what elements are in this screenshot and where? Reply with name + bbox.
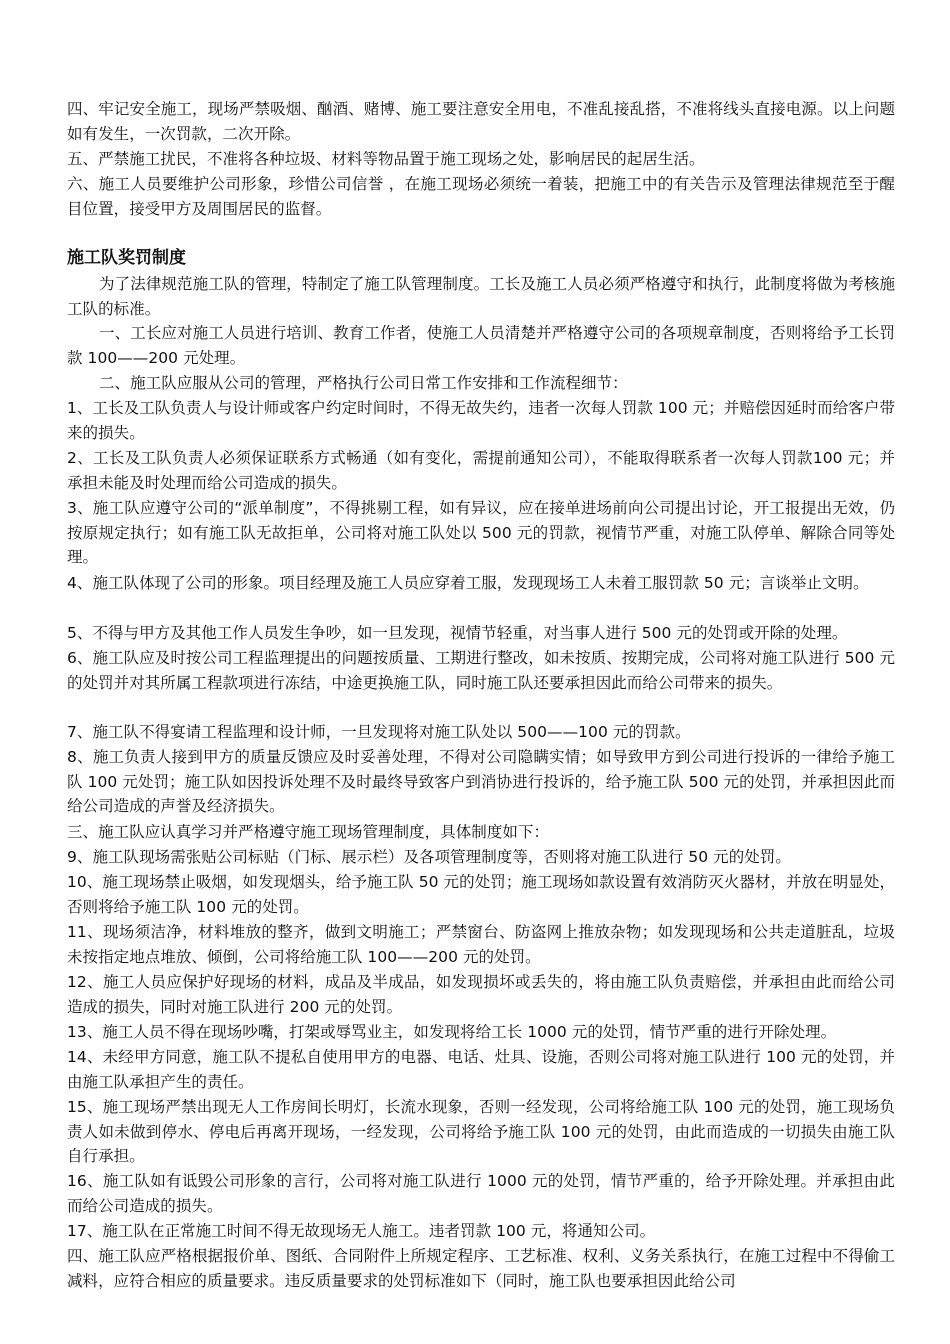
part-4-paragraph: 四、施工队应严格根据报价单、图纸、合同附件上所规定程序、工艺标准、权利、义务关系执行，在施工过程中不得偷工减料，应符合相应的质量要求。违反质量要求的处罚标准如下（同时，施工队也要承担因此给公司: [67, 1247, 895, 1290]
list-item-12: 12、施工人员应保护好现场的材料，成品及半成品，如发现损坏或丢失的，将由施工队负责赔偿，并承担由此而给公司造成的损失，同时对施工队进行 200 元的处罚。: [67, 973, 895, 1016]
list-item-2: 2、工长及工队负责人必须保证联系方式畅通（如有变化，需提前通知公司），不能取得联系者一次每人罚款100 元；并承担未能及时处理而给公司造成的损失。: [67, 449, 895, 492]
list-item-17: 17、施工队在正常施工时间不得无故现场无人施工。违者罚款 100 元，将通知公司。: [67, 1222, 656, 1240]
list-item-5: 5、不得与甲方及其他工作人员发生争吵，如一旦发现，视情节轻重，对当事人进行 500 元的处罚或开除的处理。: [67, 624, 848, 642]
list-item-13: 13、施工人员不得在现场吵嘴，打架或辱骂业主，如发现将给工长 1000 元的处罚，情节严重的进行开除处理。: [67, 1023, 837, 1041]
list-item-14: 14、未经甲方同意，施工队不提私自使用甲方的电器、电话、灶具、设施，否则公司将对施工队进行 100 元的处罚，并由施工队承担产生的责任。: [67, 1048, 895, 1091]
part-2-heading: 二、施工队应服从公司的管理，严格执行公司日常工作安排和工作流程细节：: [99, 374, 628, 392]
intro-paragraph: 为了法律规范施工队的管理，特制定了施工队管理制度。工长及施工人员必须严格遵守和执行，此制度将做为考核施工队的标准。: [67, 275, 895, 318]
list-item-6: 6、施工队应及时按公司工程监理提出的问题按质量、工期进行整改，如未按质、按期完成，公司将对施工队进行 500 元的处罚并对其所属工程款项进行冻结，中途更换施工队，同时施工队还要承担因此而给公司带来的损失。: [67, 649, 895, 692]
list-item-7: 7、施工队不得宴请工程监理和设计师，一旦发现将对施工队处以 500——100 元的罚款。: [67, 723, 691, 741]
rule-item-5: 五、严禁施工扰民，不准将各种垃圾、材料等物品置于施工现场之处，影响居民的起居生活。: [67, 150, 705, 168]
list-item-9: 9、施工队现场需张贴公司标贴（门标、展示栏）及各项管理制度等，否则将对施工队进行 50 元的处罚。: [67, 848, 791, 866]
list-item-16: 16、施工队如有诋毁公司形象的言行，公司将对施工队进行 1000 元的处罚，情节严重的，给予开除处理。并承担由此而给公司造成的损失。: [67, 1172, 895, 1215]
list-item-10: 10、施工现场禁止吸烟，如发现烟头，给予施工队 50 元的处罚；施工现场如款设置有效消防灭火器材，并放在明显处，否则将给予施工队 100 元的处罚。: [67, 873, 895, 916]
section-title: 施工队奖罚制度: [67, 248, 186, 268]
rule-item-4: 四、牢记安全施工，现场严禁吸烟、酗酒、赌博、施工要注意安全用电，不准乱接乱搭，不准将线头直接电源。以上问题如有发生，一次罚款，二次开除。: [67, 100, 895, 143]
part-3-heading: 三、施工队应认真学习并严格遵守施工现场管理制度，具体制度如下：: [67, 823, 550, 841]
list-item-15: 15、施工现场严禁出现无人工作房间长明灯，长流水现象，否则一经发现，公司将给施工队 100 元的处罚，施工现场负责人如未做到停水、停电后再离开现场，一经发现，公司将给予施工队 100 元的处罚，由此而造成的一切损失由施工队自行承担。: [67, 1098, 895, 1165]
list-item-4: 4、施工队体现了公司的形象。项目经理及施工人员应穿着工服，发现现场工人未着工服罚款 50 元；言谈举止文明。: [67, 574, 869, 592]
list-item-8: 8、施工负责人接到甲方的质量反馈应及时妥善处理，不得对公司隐瞒实情；如导致甲方到公司进行投诉的一律给予施工队 100 元处罚；施工队如因投诉处理不及时最终导致客户到消协进行投诉的，给予施工队 500 元的处罚，并承担因此而给公司造成的声誉及经济损失。: [67, 748, 895, 815]
part-1-paragraph: 一、工长应对施工人员进行培训、教育工作者，使施工人员清楚并严格遵守公司的各项规章制度，否则将给予工长罚款 100——200 元处理。: [67, 324, 895, 367]
list-item-3: 3、施工队应遵守公司的“派单制度”，不得挑剔工程，如有异议，应在接单进场前向公司提出讨论，开工报提出无效，仍按原规定执行；如有施工队无故拒单，公司将对施工队处以 500 元的罚款，视情节严重，对施工队停单、解除合同等处理。: [67, 499, 895, 566]
list-item-11: 11、现场须洁净，材料堆放的整齐，做到文明施工；严禁窗台、防盗网上推放杂物；如发现现场和公共走道脏乱，垃圾未按指定地点堆放、倾倒，公司将给施工队 100——200 元的处罚。: [67, 923, 895, 966]
list-item-1: 1、工长及工队负责人与设计师或客户约定时间时，不得无故失约，违者一次每人罚款 100 元；并赔偿因延时而给客户带来的损失。: [67, 399, 895, 442]
rule-item-6: 六、施工人员要维护公司形象，珍惜公司信誉 ，在施工现场必须统一着装，把施工中的有关告示及管理法律规范至于醒目位置，接受甲方及周围居民的监督。: [67, 175, 895, 218]
